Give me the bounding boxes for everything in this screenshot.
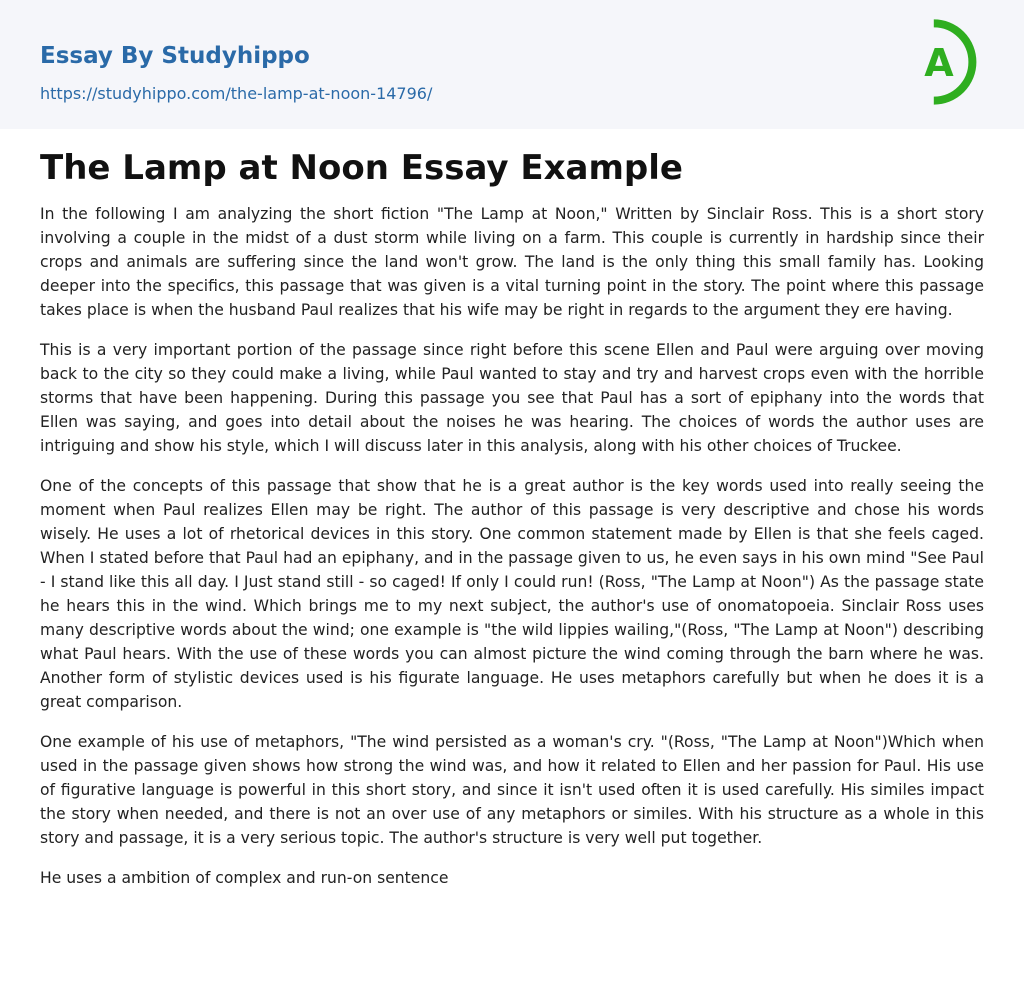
studyhippo-logo-icon[interactable] [908, 18, 988, 106]
essay-body [40, 202, 984, 906]
essay-paragraph-4: One example of his use of metaphors, "The wind persisted as a woman's cry. "(Ross, "The Lamp at Noon")Which when used in the passage given shows how strong the wind was, and how it related to Ellen and her passion for Paul. His use of figurative language is powerful in this short story, and since it isn't used often it is used carefully. His similes impact the story when needed, and there is not an over use of any metaphors or similes. With his structure as a whole in this story and passage, it is a very serious topic. The author's structure is very well put together. [40, 733, 984, 847]
essay-paragraph-5: He uses a ambition of complex and run-on sentence [40, 869, 449, 887]
essay-paragraph-3: One of the concepts of this passage that show that he is a great author is the key words used into really seeing the moment when Paul realizes Ellen may be right. The author of this passage is very descriptive and chose his words wisely. He uses a lot of rhetorical devices in this story. One common statement made by Ellen is that she feels caged. When I stated before that Paul had an epiphany, and in the passage given to us, he even says in his own mind "See Paul - I stand like this all day. I Just stand still - so caged! If only I could run! (Ross, "The Lamp at Noon") As the passage state he hears this in the wind. Which brings me to my next subject, the author's use of onomatopoeia. Sinclair Ross uses many descriptive words about the wind; one example is "the wild lippies wailing,"(Ross, "The Lamp at Noon") describing what Paul hears. With the use of these words you can almost picture the wind coming through the barn where he was. Another form of stylistic devices used is his figurate language. He uses metaphors carefully but when he does it is a great comparison. [40, 477, 984, 711]
page-url-link[interactable]: https://studyhippo.com/the-lamp-at-noon-14796/ [40, 84, 433, 103]
site-header [0, 0, 1024, 129]
essay-title: The Lamp at Noon Essay Example [40, 148, 683, 188]
essay-paragraph-2: This is a very important portion of the passage since right before this scene Ellen and Paul were arguing over moving back to the city so they could make a living, while Paul wanted to stay and try and harvest crops even with the horrible storms that have been happening. During this passage you see that Paul has a sort of epiphany into the words that Ellen was saying, and goes into detail about the noises he was hearing. The choices of words the author uses are intriguing and show his style, which I will discuss later in this analysis, along with his other choices of Truckee. [40, 341, 984, 455]
logo-letter: A [924, 41, 954, 85]
essay-paragraph-1: In the following I am analyzing the short fiction "The Lamp at Noon," Written by Sinclair Ross. This is a short story involving a couple in the midst of a dust storm while living on a farm. This couple is currently in hardship since their crops and animals are suffering since the land won't grow. The land is the only thing this small family has. Looking deeper into the specifics, this passage that was given is a vital turning point in the story. The point where this passage takes place is when the husband Paul realizes that his wife may be right in regards to the argument they ere having. [40, 205, 984, 319]
site-brand[interactable]: Essay By Studyhippo [40, 43, 310, 69]
